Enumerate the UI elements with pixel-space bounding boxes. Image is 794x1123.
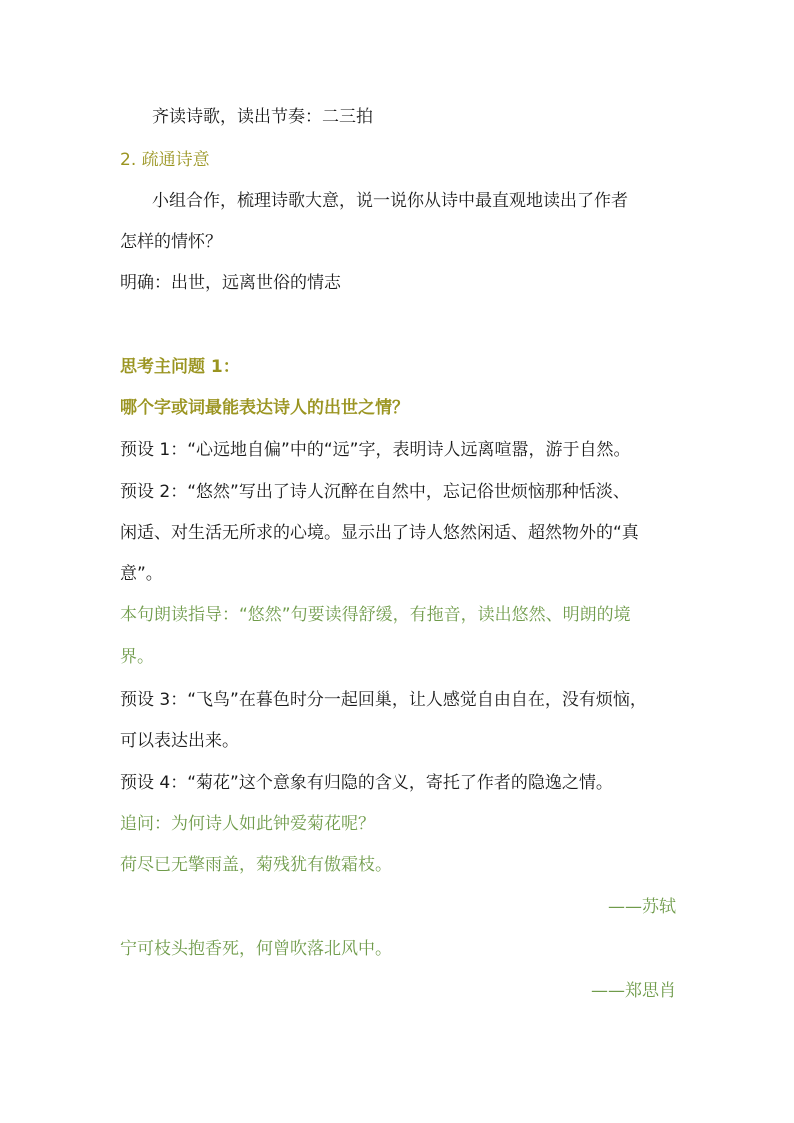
section-heading: 2. 疏通诗意: [120, 150, 210, 170]
preset-4: 预设 4：“菊花”这个意象有归隐的含义，寄托了作者的隐逸之情。: [120, 773, 613, 793]
preset-2-line-2: 闲适、对生活无所求的心境。显示出了诗人悠然闲适、超然物外的“真: [120, 523, 639, 543]
main-question: 哪个字或词最能表达诗人的出世之情？: [120, 398, 409, 418]
poem-author-2: ——郑思肖: [591, 981, 676, 1001]
follow-up-question: 追问：为何诗人如此钟爱菊花呢？: [120, 814, 375, 834]
poem-author-1: ——苏轼: [608, 897, 676, 917]
reading-guide-line-2: 界。: [120, 647, 154, 667]
group-task-line-2: 怎样的情怀？: [120, 232, 222, 252]
preset-1: 预设 1：“心远地自偏”中的“远”字，表明诗人远离喧嚣，游于自然。: [120, 440, 631, 460]
poem-quote-1: 荷尽已无擎雨盖，菊残犹有傲霜枝。: [120, 855, 392, 875]
group-task-line-1: 小组合作，梳理诗歌大意，说一说你从诗中最直观地读出了作者: [152, 191, 628, 211]
reading-guide-line-1: 本句朗读指导：“悠然”句要读得舒缓，有拖音，读出悠然、明朗的境: [120, 605, 631, 625]
poem-quote-2: 宁可枝头抱香死，何曾吹落北风中。: [120, 939, 392, 959]
preset-2-line-1: 预设 2：“悠然”写出了诗人沉醉在自然中，忘记俗世烦恼那种恬淡、: [120, 482, 630, 502]
reading-instruction: 齐读诗歌，读出节奏：二三拍: [152, 107, 373, 127]
preset-3-line-1: 预设 3：“飞鸟”在暮色时分一起回巢，让人感觉自由自在，没有烦恼，: [120, 690, 647, 710]
preset-2-line-3: 意”。: [120, 564, 163, 584]
preset-3-line-2: 可以表达出来。: [120, 731, 239, 751]
clarification: 明确：出世，远离世俗的情志: [120, 273, 341, 293]
main-question-label: 思考主问题 1：: [120, 357, 240, 377]
